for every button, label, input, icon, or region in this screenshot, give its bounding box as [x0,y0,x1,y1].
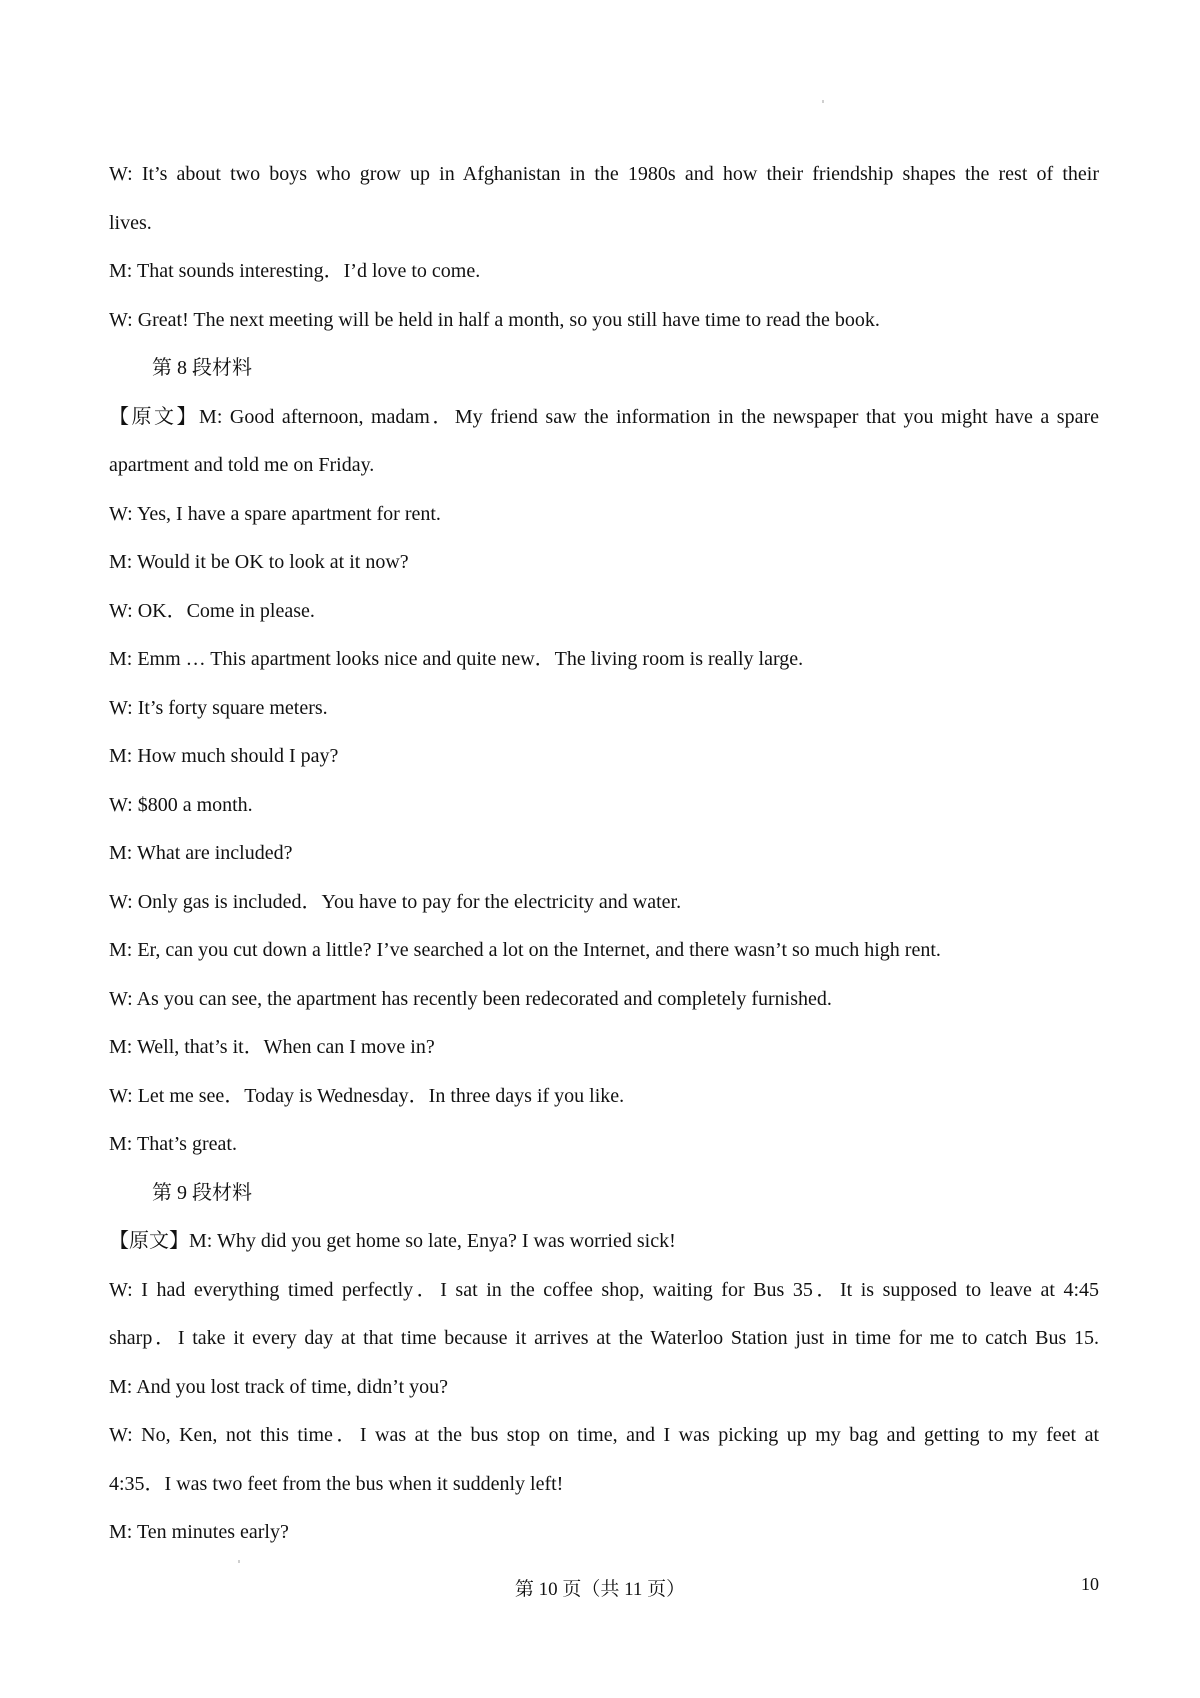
transcript-line: M: Well, that’s it．When can I move in? [109,1036,435,1058]
scan-speck [822,100,824,103]
transcript-line: W: It’s about two boys who grow up in Afghanistan in the 1980s and how their friendship shapes the rest of their [109,163,1099,185]
transcript-line: 【原文】M: Why did you get home so late, Enya? I was worried sick! [109,1230,676,1252]
transcript-line: M: That sounds interesting．I’d love to come. [109,260,481,282]
transcript-line: lives. [109,211,152,234]
transcript-line: M: Ten minutes early? [109,1521,289,1543]
transcript-line: M: That’s great. [109,1133,237,1155]
transcript-line: W: Yes, I have a spare apartment for rent. [109,502,441,525]
transcript-line: 【原文】M: Good afternoon, madam．My friend saw the information in the newspaper that you might have a spare [109,405,1099,428]
transcript-line: M: And you lost track of time, didn’t you? [109,1375,449,1398]
section-heading: 第 8 段材料 [152,357,252,379]
transcript-line: 4:35．I was two feet from the bus when it suddenly left! [109,1472,564,1495]
transcript-line: apartment and told me on Friday. [109,454,375,476]
transcript-line: M: Would it be OK to look at it now? [109,551,409,573]
scan-speck [238,1560,240,1563]
transcript-line: W: $800 a month. [109,793,253,816]
transcript-line: M: Emm … This apartment looks nice and quite new．The living room is really large. [109,648,804,670]
transcript-line: W: Let me see．Today is Wednesday．In three days if you like. [109,1084,625,1107]
transcript-line: M: Er, can you cut down a little? I’ve searched a lot on the Internet, and there wasn’t so much high rent. [109,939,941,961]
transcript-line: M: What are included? [109,842,293,864]
transcript-line: sharp．I take it every day at that time because it arrives at the Waterloo Station just in time for me to catch Bus 15. [109,1327,1099,1349]
transcript-line: W: Great! The next meeting will be held in half a month, so you still have time to read the book. [109,308,880,331]
section-heading: 第 9 段材料 [152,1181,252,1204]
page-footer-label: 第 10 页（共 11 页） [514,1579,686,1600]
transcript-line: W: It’s forty square meters. [109,696,328,719]
transcript-line: W: No, Ken, not this time．I was at the bus stop on time, and I was picking up my bag and getting to my feet at [109,1424,1099,1446]
transcript-line: W: I had everything timed perfectly．I sat in the coffee shop, waiting for Bus 35．It is supposed to leave at 4:45 [109,1278,1099,1301]
transcript-line: W: As you can see, the apartment has recently been redecorated and completely furnished. [109,987,832,1010]
page-number: 10 [1081,1574,1099,1594]
transcript-line: W: Only gas is included．You have to pay for the electricity and water. [109,890,682,913]
transcript-line: W: OK．Come in please. [109,599,315,622]
transcript-line: M: How much should I pay? [109,745,339,767]
transcript-body [109,150,1099,1557]
